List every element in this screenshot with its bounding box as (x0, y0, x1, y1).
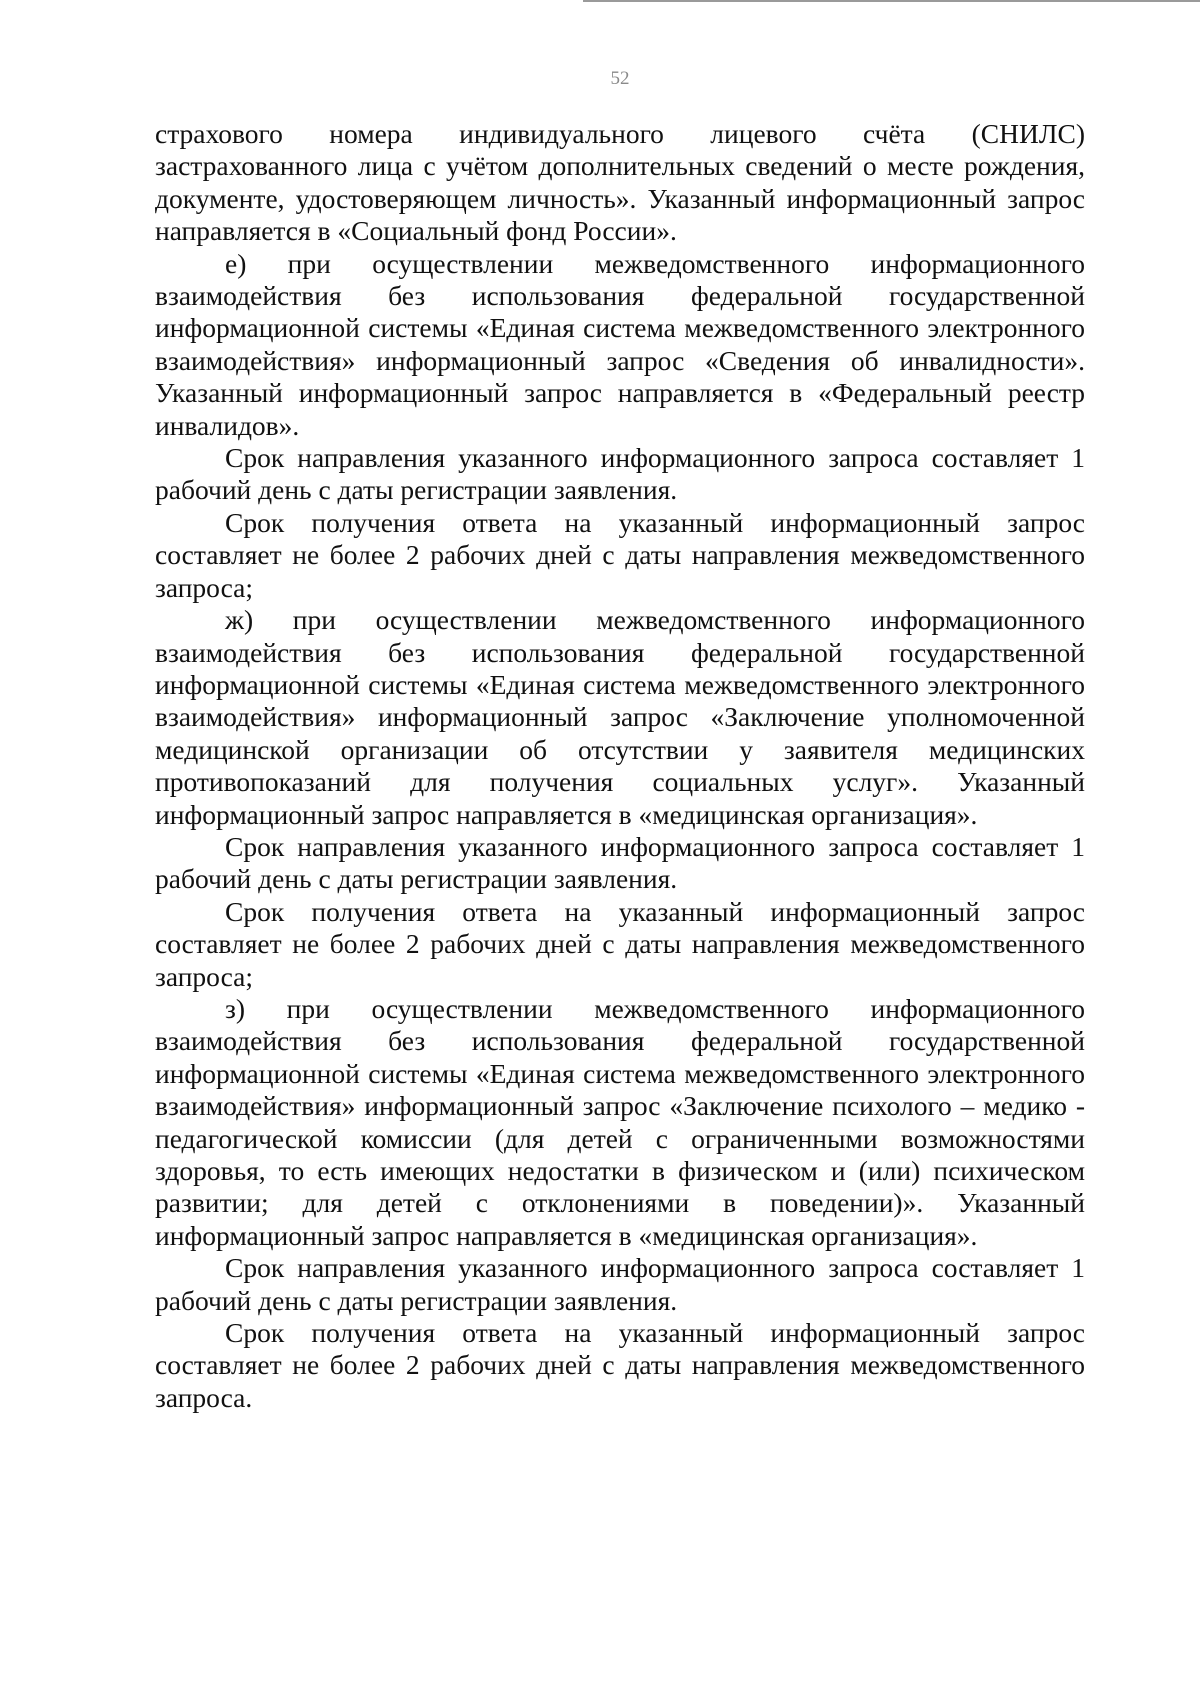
paragraph-response-term: Срок получения ответа на указанный информационный запрос составляет не более 2 рабочих дней с даты направления межведомственного запроса. (155, 1317, 1085, 1413)
paragraph-send-term: Срок направления указанного информационного запроса составляет 1 рабочий день с даты регистрации заявления. (155, 1252, 1085, 1316)
paragraph-item-e: е) при осуществлении межведомственного информационного взаимодействия без использования федеральной государственной информационной системы «Единая система межведомственного электронного взаимодействия» информационный запрос «Сведения об инвалидности». Указанный информационный запрос направляется в «Федеральный реестр инвалидов». (155, 247, 1085, 441)
paragraph-send-term: Срок направления указанного информационного запроса составляет 1 рабочий день с даты регистрации заявления. (155, 442, 1085, 506)
paragraph-item-zh: ж) при осуществлении межведомственного информационного взаимодействия без использования федеральной государственной информационной системы «Единая система межведомственного электронного взаимодействия» информационный запрос «Заключение уполномоченной медицинской организации об отсутствии у заявителя медицинских противопоказаний для получения социальных услуг». Указанный информационный запрос направляется в «медицинская организация». (155, 604, 1085, 830)
top-edge-rule (583, 0, 1200, 2)
document-body (155, 118, 1085, 1414)
paragraph-send-term: Срок направления указанного информационного запроса составляет 1 рабочий день с даты регистрации заявления. (155, 830, 1085, 895)
paragraph-response-term: Срок получения ответа на указанный информационный запрос составляет не более 2 рабочих дней с даты направления межведомственного запроса; (155, 895, 1085, 992)
paragraph-response-term: Срок получения ответа на указанный информационный запрос составляет не более 2 рабочих дней с даты направления межведомственного запроса; (155, 506, 1085, 603)
paragraph-item-z: з) при осуществлении межведомственного информационного взаимодействия без использования федеральной государственной информационной системы «Единая система межведомственного электронного взаимодействия» информационный запрос «Заключение психолого – медико - педагогической комиссии (для детей с ограниченными возможностями здоровья, то есть имеющих недостатки в физическом и (или) психическом развитии; для детей с отклонениями в поведении)». Указанный информационный запрос направляется в «медицинская организация». (155, 992, 1085, 1251)
paragraph-snils-continuation: страхового номера индивидуального лицевого счёта (СНИЛС) застрахованного лица с учётом дополнительных сведений о месте рождения, документе, удостоверяющем личность». Указанный информационный запрос направляется в «Социальный фонд России». (155, 118, 1085, 247)
page-number: 52 (610, 68, 630, 89)
